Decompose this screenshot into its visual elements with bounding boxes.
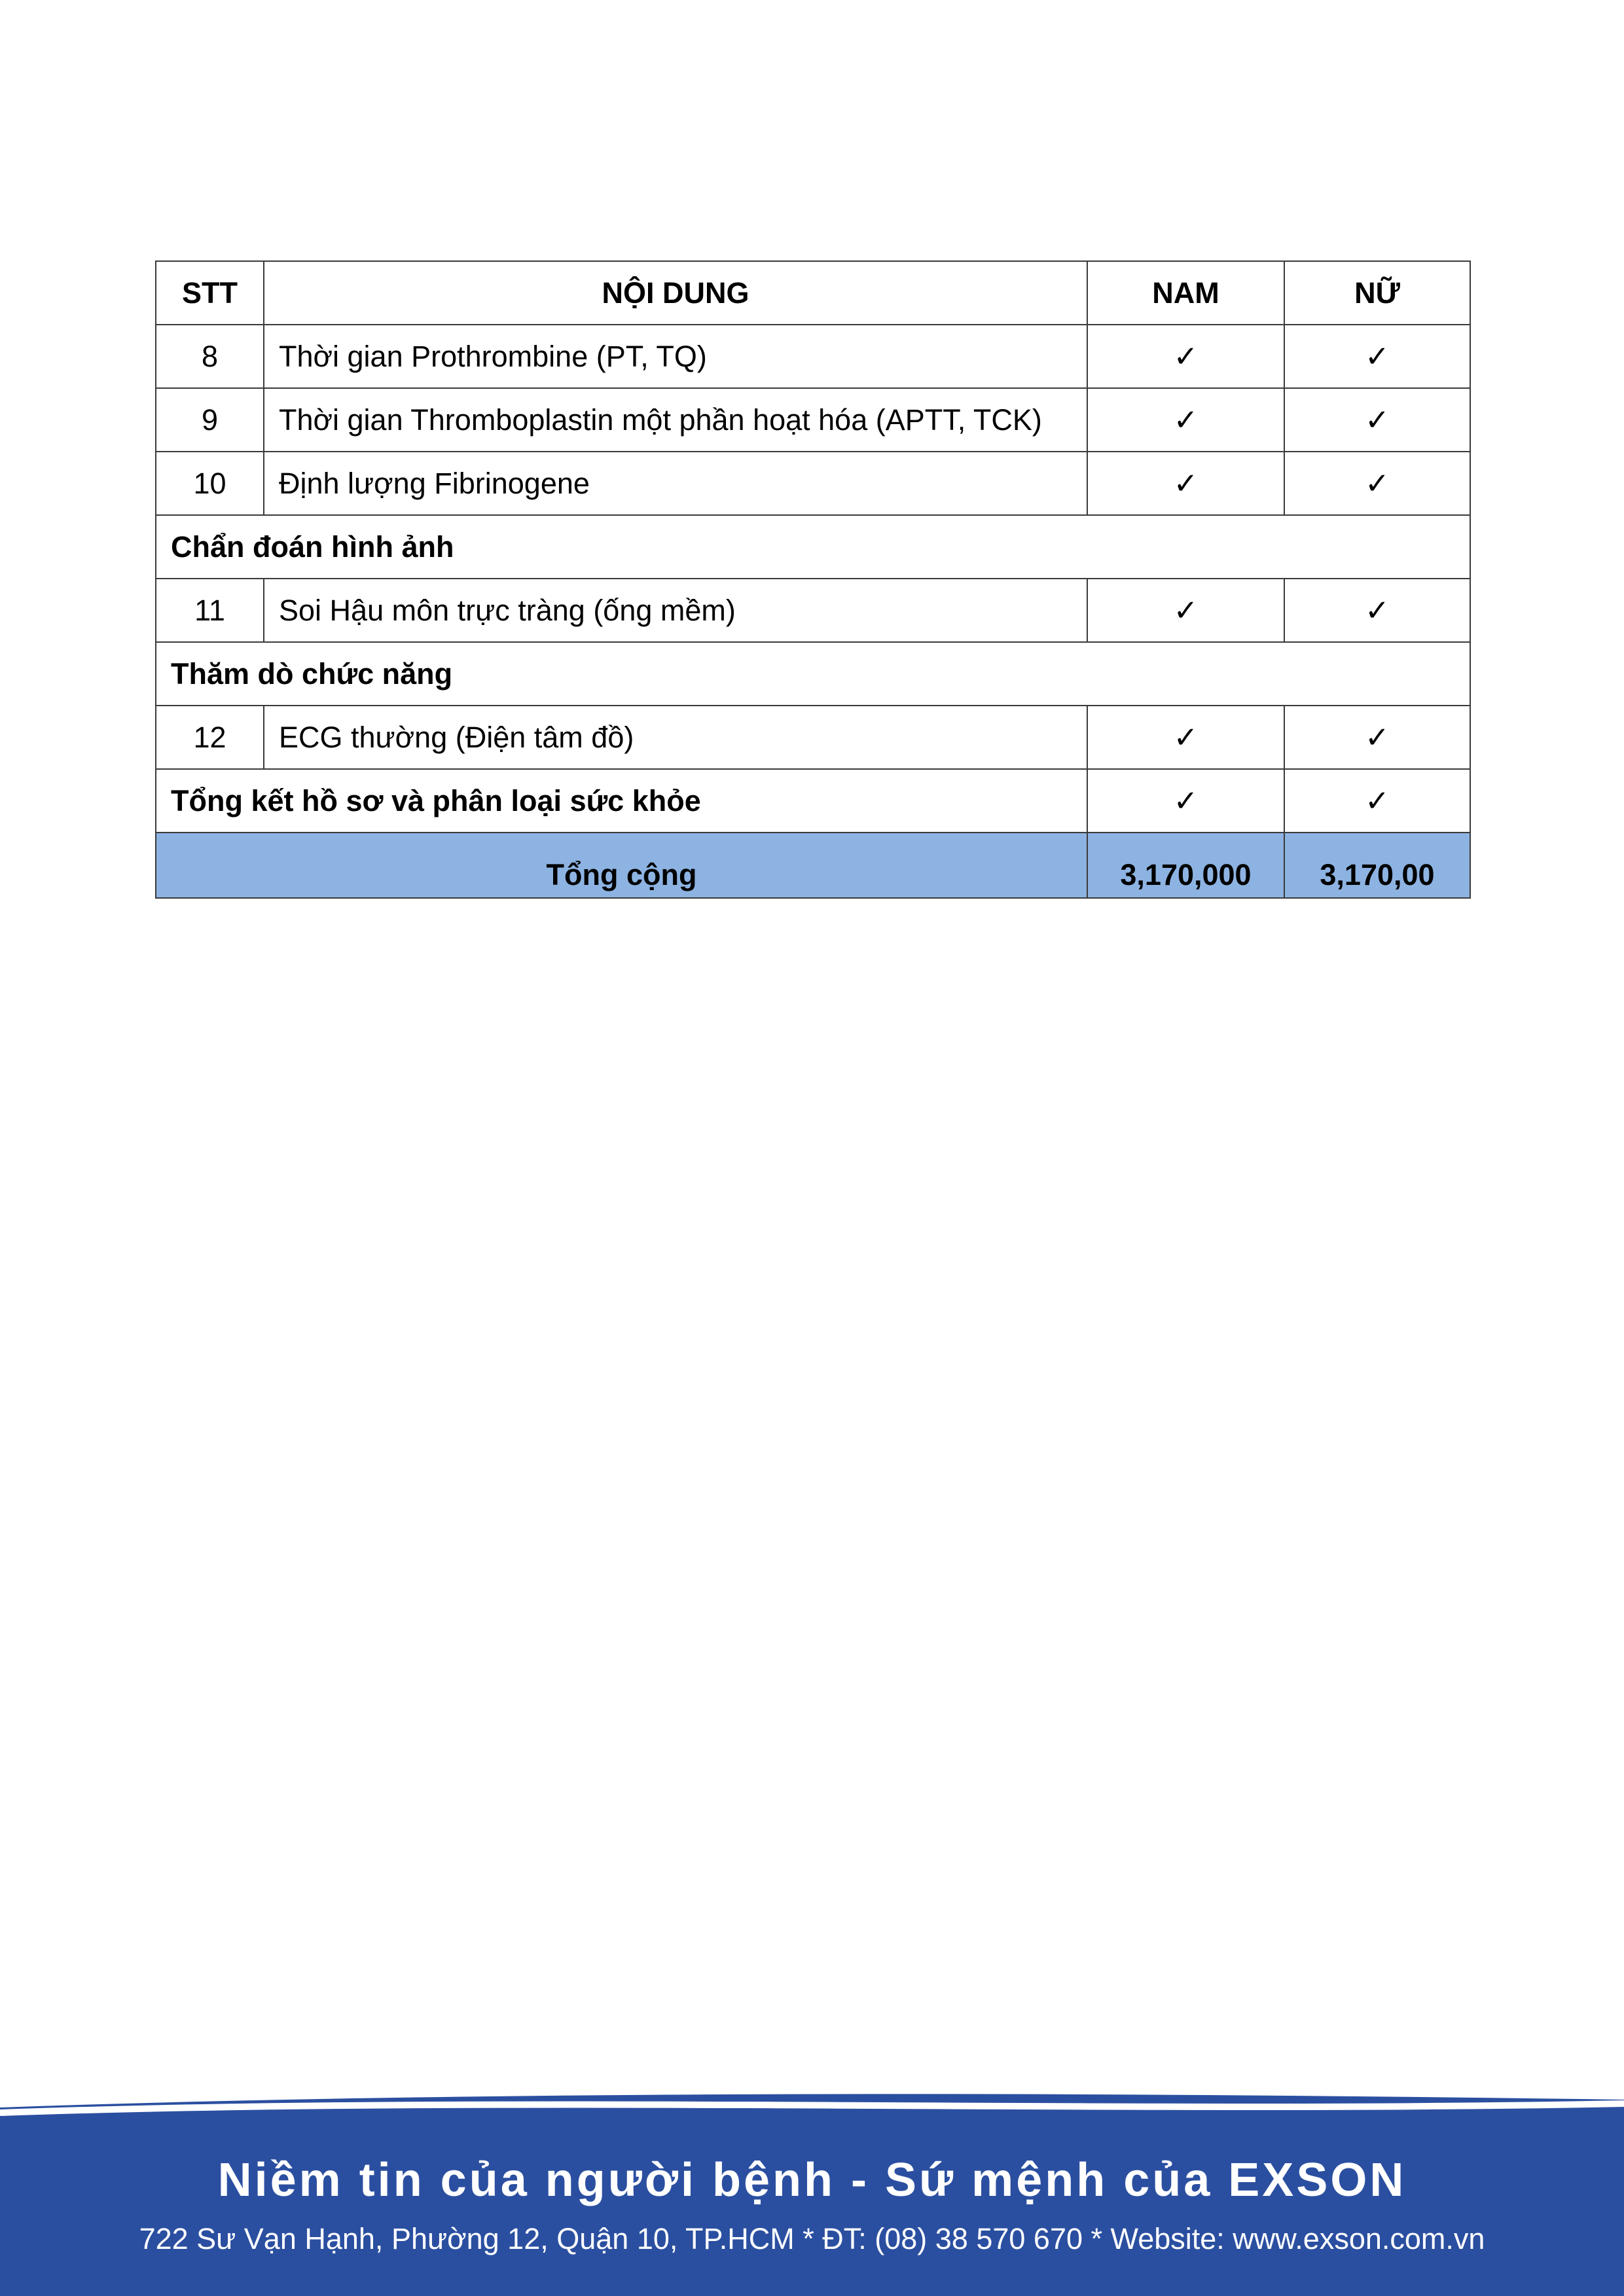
row-content: ECG thường (Điện tâm đồ) bbox=[264, 706, 1087, 769]
total-label: Tổng cộng bbox=[156, 833, 1087, 898]
row-content: Thời gian Prothrombine (PT, TQ) bbox=[264, 325, 1087, 388]
section-row-function bbox=[156, 642, 1470, 706]
row-stt: 12 bbox=[156, 706, 264, 769]
total-male: 3,170,000 bbox=[1087, 833, 1284, 898]
header-female: NỮ bbox=[1284, 261, 1470, 325]
check-icon: ✓ bbox=[1284, 579, 1470, 642]
footer-address: 722 Sư Vạn Hạnh, Phường 12, Quận 10, TP.HCM * ĐT: (08) 38 570 670 * Website: www.exson.com.vn bbox=[139, 2222, 1485, 2255]
row-content: Thời gian Thromboplastin một phần hoạt hóa (APTT, TCK) bbox=[264, 388, 1087, 452]
row-content: Định lượng Fibrinogene bbox=[264, 452, 1087, 515]
header-content: NỘI DUNG bbox=[264, 261, 1087, 325]
check-icon: ✓ bbox=[1087, 325, 1284, 388]
table-row bbox=[156, 706, 1470, 769]
footer-slogan: Niềm tin của người bệnh - Sứ mệnh của EXSON bbox=[217, 2154, 1407, 2206]
check-icon: ✓ bbox=[1087, 579, 1284, 642]
row-content: Soi Hậu môn trực tràng (ống mềm) bbox=[264, 579, 1087, 642]
table-header-row bbox=[156, 261, 1470, 325]
total-female: 3,170,00 bbox=[1284, 833, 1470, 898]
check-icon: ✓ bbox=[1284, 325, 1470, 388]
header-stt: STT bbox=[156, 261, 264, 325]
price-table bbox=[155, 260, 1471, 899]
check-icon: ✓ bbox=[1087, 769, 1284, 833]
row-stt: 8 bbox=[156, 325, 264, 388]
table-row bbox=[156, 388, 1470, 452]
check-icon: ✓ bbox=[1087, 706, 1284, 769]
total-row bbox=[156, 833, 1470, 898]
section-title: Thăm dò chức năng bbox=[156, 642, 1470, 706]
check-icon: ✓ bbox=[1284, 769, 1470, 833]
header-male: NAM bbox=[1087, 261, 1284, 325]
table-row bbox=[156, 452, 1470, 515]
section-row-imaging bbox=[156, 515, 1470, 579]
check-icon: ✓ bbox=[1087, 388, 1284, 452]
table-row bbox=[156, 579, 1470, 642]
section-title: Chẩn đoán hình ảnh bbox=[156, 515, 1470, 579]
row-stt: 9 bbox=[156, 388, 264, 452]
row-stt: 10 bbox=[156, 452, 264, 515]
table-row bbox=[156, 325, 1470, 388]
check-icon: ✓ bbox=[1087, 452, 1284, 515]
row-stt: 11 bbox=[156, 579, 264, 642]
check-icon: ✓ bbox=[1284, 388, 1470, 452]
summary-row bbox=[156, 769, 1470, 833]
summary-label: Tổng kết hồ sơ và phân loại sức khỏe bbox=[156, 769, 1087, 833]
check-icon: ✓ bbox=[1284, 706, 1470, 769]
check-icon: ✓ bbox=[1284, 452, 1470, 515]
